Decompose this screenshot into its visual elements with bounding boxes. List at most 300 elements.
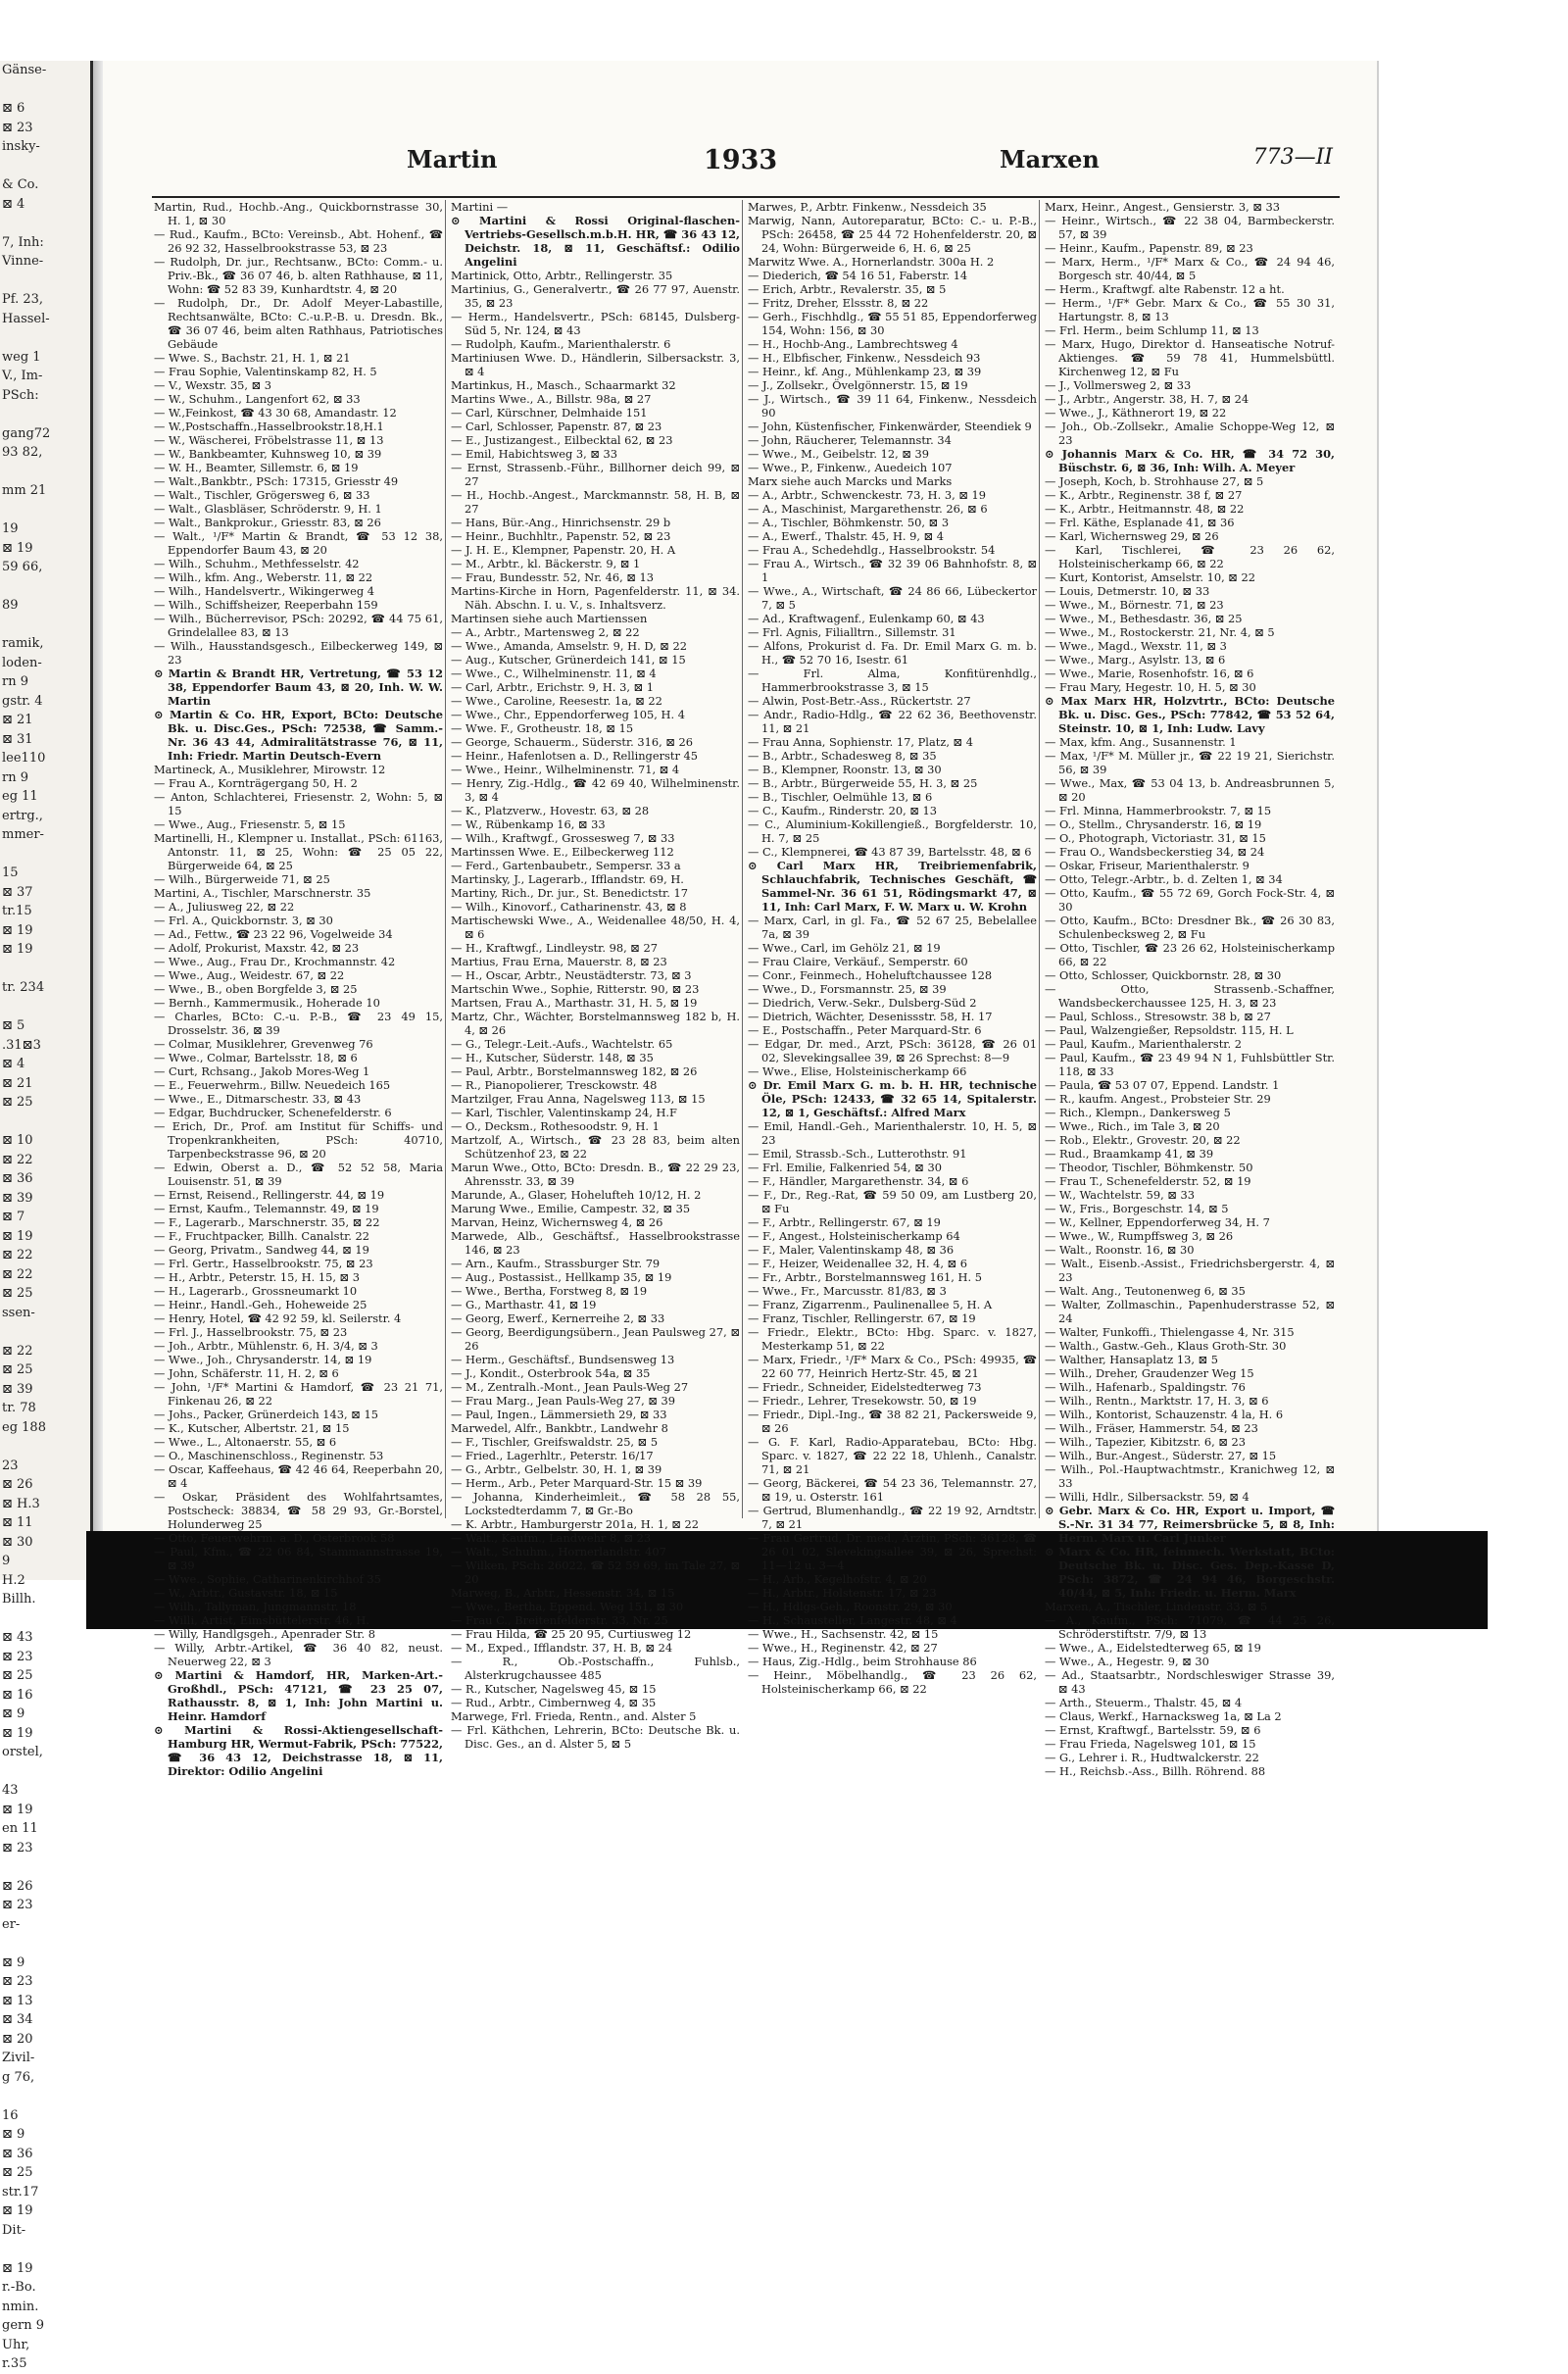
directory-entry: — Frl. Herm., beim Schlump 11, ⊠ 13 <box>1045 323 1259 337</box>
directory-entry: — Wilh., Kontorist, Schauzenstr. 4 la, H. 6 <box>1045 1408 1284 1421</box>
directory-entry: Martinius, G., Generalvertr., ☎ 26 77 97, Auenstr. 35, ⊠ 23 <box>451 282 740 310</box>
directory-entry: — Wwe., Bertha, Forstweg 8, ⊠ 19 <box>451 1284 648 1298</box>
directory-entry: — M., Zentralh.-Mont., Jean Pauls-Weg 27 <box>451 1380 689 1394</box>
previous-page-fragment: ⊠ 26 <box>2 1477 33 1492</box>
previous-page-strip <box>0 61 93 2371</box>
directory-entry: Martins Wwe., A., Billstr. 98a, ⊠ 27 <box>451 392 652 406</box>
directory-entry: — Wwe., A., Eidelstedterweg 65, ⊠ 19 <box>1045 1641 1261 1655</box>
previous-page-fragment: mmer- <box>2 827 44 842</box>
directory-entry: — Wwe., Aug., Weidestr. 67, ⊠ 22 <box>154 968 345 982</box>
previous-page-fragment: ⊠ 31 <box>2 731 33 747</box>
directory-entry: — Frau C., Breitenfelderstr. 33, Nr. 25 <box>451 1613 668 1627</box>
previous-page-fragment: ⊠ 39 <box>2 1381 33 1397</box>
directory-entry: — John, ¹/F* Martini & Hamdorf, ☎ 23 21 71, Finkenau 26, ⊠ 22 <box>154 1380 443 1408</box>
previous-page-fragment: ⊠ 19 <box>2 1802 33 1817</box>
previous-page-fragment: ⊠ 9 <box>2 1954 25 1970</box>
directory-entry: — Haus, Zig.-Hdlg., beim Strohhause 86 <box>748 1655 977 1668</box>
previous-page-fragment: ⊠ 19 <box>2 1725 33 1741</box>
directory-entry: — Paul, Kaufm., ☎ 23 49 94 N 1, Fuhlsbüttler Str. 118, ⊠ 33 <box>1045 1051 1335 1078</box>
directory-column-4 <box>1043 200 1337 1778</box>
previous-page-fragment: Billh. <box>2 1592 36 1607</box>
directory-entry: — Johs., Packer, Grünerdeich 143, ⊠ 15 <box>154 1408 378 1421</box>
directory-entry: — W., Bankbeamter, Kuhnsweg 10, ⊠ 39 <box>154 447 382 461</box>
directory-entry: — Wwe., Amanda, Amselstr. 9, H. D, ⊠ 22 <box>451 639 687 653</box>
directory-entry: — Wwe., Bertha, Eppend. Weg 151, ⊠ 30 <box>451 1600 684 1613</box>
previous-page-fragment: ⊠ 39 <box>2 1190 33 1206</box>
directory-entry: — John, Schäferstr. 11, H. 2, ⊠ 6 <box>154 1366 339 1380</box>
directory-entry: — R., Pianopolierer, Tresckowstr. 48 <box>451 1078 658 1092</box>
previous-page-fragment <box>0 501 90 520</box>
directory-entry: — G., Lehrer i. R., Hudtwalckerstr. 22 <box>1045 1751 1259 1764</box>
directory-entry: — Wwe., A., Wirtschaft, ☎ 24 86 66, Lübeckertor 7, ⊠ 5 <box>748 584 1037 612</box>
directory-entry: — Oskar, Friseur, Marienthalerstr. 9 <box>1045 859 1250 872</box>
directory-entry: — Frau, Bundesstr. 52, Nr. 46, ⊠ 13 <box>451 570 655 584</box>
directory-entry: Martini — <box>451 200 509 214</box>
previous-page-fragment: rn 9 <box>2 769 28 785</box>
directory-entry: — W., Wachtelstr. 59, ⊠ 33 <box>1045 1188 1196 1202</box>
directory-entry: — Oscar, Kaffeehaus, ☎ 42 46 64, Reeperbahn 20, ⊠ 4 <box>154 1462 443 1490</box>
previous-page-fragment: Pf. 23, <box>2 292 44 307</box>
directory-entry: — J., Wirtsch., ☎ 39 11 64, Finkenw., Nessdeich 90 <box>748 392 1037 420</box>
directory-entry: — Willi, Hdlr., Silbersackstr. 59, ⊠ 4 <box>1045 1490 1250 1504</box>
directory-entry: — O., Maschinenschloss., Reginenstr. 53 <box>154 1449 384 1462</box>
directory-entry: — Max, kfm. Ang., Susannenstr. 1 <box>1045 735 1237 749</box>
directory-entry: — Wwe., Joh., Chrysanderstr. 14, ⊠ 19 <box>154 1353 372 1366</box>
directory-entry: — Aug., Postassist., Hellkamp 35, ⊠ 19 <box>451 1270 672 1284</box>
directory-entry: — J., Kondit., Osterbrook 54a, ⊠ 35 <box>451 1366 651 1380</box>
directory-entry: — Walt.,Bankbtr., PSch: 17315, Griesstr 49 <box>154 474 399 488</box>
firm-entry: ⊙ Marx & Co. HR, feinmech. Werkstatt, BCto: Deutsche Bk. u. Disc. Ges. Dep.-Kasse D, PSch: 3872, ☎ 24 94 46, Borgeschstr. 40/44, ⊠ 5, Inh: Friedr. u. Herm. Marx <box>1045 1545 1335 1600</box>
directory-entry: Martzolf, A., Wirtsch., ☎ 23 28 83, beim alten Schützenhof 23, ⊠ 22 <box>451 1133 740 1161</box>
directory-entry: — Ernst, Reisend., Rellingerstr. 44, ⊠ 19 <box>154 1188 385 1202</box>
directory-entry: — Rich., Klempn., Dankersweg 5 <box>1045 1106 1231 1119</box>
previous-page-fragment: 93 82, <box>2 445 43 460</box>
directory-entry: — B., Klempner, Roonstr. 13, ⊠ 30 <box>748 763 942 776</box>
directory-entry: — Curt, Rchsang., Jakob Mores-Weg 1 <box>154 1064 370 1078</box>
directory-entry: — H., Arb., Kegelhofstr. 4, ⊠ 20 <box>748 1572 927 1586</box>
previous-page-fragment <box>0 1609 90 1629</box>
previous-page-fragment: ⊠ 23 <box>2 1649 33 1664</box>
previous-page-fragment: gang72 <box>2 425 51 441</box>
directory-entry: Martsen, Frau A., Marthastr. 31, H. 5, ⊠ 19 <box>451 996 698 1010</box>
previous-page-fragment <box>0 214 90 233</box>
directory-entry: — Frau A., Wirtsch., ☎ 32 39 06 Bahnhofstr. 8, ⊠ 1 <box>748 557 1037 584</box>
firm-entry: ⊙ Dr. Emil Marx G. m. b. H. HR, technische Öle, PSch: 12433, ☎ 32 65 14, Spitalerstr. 12, ⊠ 1, Geschäftsf.: Alfred Marx <box>748 1078 1037 1119</box>
directory-entry: — Wilh., Hausstandsgesch., Eilbeckerweg 149, ⊠ 23 <box>154 639 443 667</box>
directory-entry: — Wwe., Elise, Holsteinischerkamp 66 <box>748 1064 967 1078</box>
directory-entry: — G., Arbtr., Gelbelstr. 30, H. 1, ⊠ 39 <box>451 1462 662 1476</box>
previous-page-fragment: insky- <box>2 139 40 154</box>
previous-page-fragment: 15 <box>2 866 19 880</box>
firm-entry: ⊙ Carl Marx HR, Treibriemenfabrik, Schlauchfabrik, Technisches Geschäft, ☎ Sammel-Nr. 36 61 51, Rödingsmarkt 47, ⊠ 11, Inh: Carl Marx, F. W. Marx u. W. Krohn <box>748 859 1037 914</box>
directory-entry: — F., Angest., Holsteinischerkamp 64 <box>748 1229 960 1243</box>
previous-page-fragment: er- <box>2 1916 21 1932</box>
directory-entry: — Oskar, Präsident des Wohlfahrtsamtes, Postscheck: 38834, ☎ 58 29 93, Gr.-Borstel, Holunderweg 25 <box>154 1490 443 1531</box>
previous-page-fragment: rn 9 <box>2 674 28 689</box>
directory-entry: — Otto, Schlosser, Quickbornstr. 28, ⊠ 30 <box>1045 968 1282 982</box>
directory-entry: — Anton, Schlachterei, Friesenstr. 2, Wohn: 5, ⊠ 15 <box>154 790 443 817</box>
previous-page-fragment: ⊠ 22 <box>2 1266 33 1282</box>
directory-entry: — John, Räucherer, Telemannstr. 34 <box>748 433 952 447</box>
previous-page-fragment: ⊠ 19 <box>2 1228 33 1244</box>
directory-entry: — J., Arbtr., Angerstr. 38, H. 7, ⊠ 24 <box>1045 392 1250 406</box>
directory-entry: — Wwe., Marg., Asylstr. 13, ⊠ 6 <box>1045 653 1226 667</box>
directory-entry: — Frau A., Kornträgergang 50, H. 2 <box>154 776 358 790</box>
previous-page-fragment: ⊠ 22 <box>2 1248 33 1262</box>
directory-entry: — H., Lagerarb., Grossneumarkt 10 <box>154 1284 358 1298</box>
directory-entry: — Georg, Bäckerei, ☎ 54 23 36, Telemannstr. 27, ⊠ 19, u. Osterstr. 161 <box>748 1476 1037 1504</box>
directory-entry: — Walt., Eisenb.-Assist., Friedrichsbergerstr. 4, ⊠ 23 <box>1045 1257 1335 1284</box>
directory-entry: — Wwe., M., Rostockerstr. 21, Nr. 4, ⊠ 5 <box>1045 625 1275 639</box>
directory-entry: — Otto, Kaufm., ☎ 55 72 69, Gorch Fock-Str. 4, ⊠ 30 <box>1045 886 1335 914</box>
firm-entry: ⊙ Johannis Marx & Co. HR, ☎ 34 72 30, Büschstr. 6, ⊠ 36, Inh: Wilh. A. Meyer <box>1045 447 1335 474</box>
directory-entry: — Wwe., B., oben Borgfelde 3, ⊠ 25 <box>154 982 358 996</box>
directory-entry: — Friedr., Elektr., BCto: Hbg. Sparc. v. 1827, Mesterkamp 51, ⊠ 22 <box>748 1325 1037 1353</box>
directory-entry: — H., Hochb.-Angest., Marckmannstr. 58, H. B, ⊠ 27 <box>451 488 740 516</box>
previous-page-fragment: 89 <box>2 598 19 613</box>
directory-entry: — Alfons, Prokurist d. Fa. Dr. Emil Marx G. m. b. H., ☎ 52 70 16, Isestr. 61 <box>748 639 1037 667</box>
directory-entry: Martinsky, J., Lagerarb., Ifflandstr. 69, H. <box>451 872 684 886</box>
previous-page-fragment: ertrg., <box>2 808 43 823</box>
directory-entry: — Walter, Funkoffi., Thielengasse 4, Nr. 315 <box>1045 1325 1295 1339</box>
directory-entry: Martineck, A., Musiklehrer, Mirowstr. 12 <box>154 763 386 776</box>
previous-page-fragment <box>0 1857 90 1877</box>
directory-entry: — Andr., Radio-Hdlg., ☎ 22 62 36, Beethovenstr. 11, ⊠ 21 <box>748 708 1037 735</box>
directory-entry: — Herm., Arb., Peter Marquard-Str. 15 ⊠ 39 <box>451 1476 703 1490</box>
directory-entry: — O., Decksm., Rothesoodstr. 9, H. 1 <box>451 1119 660 1133</box>
directory-entry: — B., Arbtr., Bürgerweide 55, H. 3, ⊠ 25 <box>748 776 978 790</box>
previous-page-fragment: ⊠ H.3 <box>2 1496 40 1511</box>
directory-entry: — Wilh., Handelsvertr., Wikingerweg 4 <box>154 584 374 598</box>
directory-entry: — Adolf, Prokurist, Maxstr. 42, ⊠ 23 <box>154 941 360 955</box>
directory-entry: — Franz, Zigarrenm., Paulinenallee 5, H. A <box>748 1298 993 1311</box>
directory-entry: — Paul, Kaufm., Marienthalerstr. 2 <box>1045 1037 1242 1051</box>
directory-entry: — Kurt, Kontorist, Amselstr. 10, ⊠ 22 <box>1045 570 1255 584</box>
directory-entry: — Marx, Friedr., ¹/F* Marx & Co., PSch: 49935, ☎ 22 60 77, Heinrich Hertz-Str. 45, ⊠ 21 <box>748 1353 1037 1380</box>
directory-entry: — Gertrud, Blumenhandlg., ☎ 22 19 92, Arndtstr. 7, ⊠ 21 <box>748 1504 1037 1531</box>
directory-entry: Martin, Rud., Hochb.-Ang., Quickbornstrasse 30, H. 1, ⊠ 30 <box>154 200 443 227</box>
directory-entry: — F., Maler, Valentinskamp 48, ⊠ 36 <box>748 1243 955 1257</box>
directory-entry: — C., Aluminium-Kokillengieß., Borgfelderstr. 10, H. 7, ⊠ 25 <box>748 817 1037 845</box>
previous-page-fragment: ⊠ 37 <box>2 884 33 900</box>
directory-entry: — Wwe., Rich., im Tale 3, ⊠ 20 <box>1045 1119 1220 1133</box>
directory-entry: — Walt., Schuhm., Hornerlandstr. 407 <box>451 1545 666 1558</box>
directory-entry: — Marx, Carl, in gl. Fa., ☎ 52 67 25, Bebelallee 7a, ⊠ 39 <box>748 914 1037 941</box>
directory-entry: — F., Händler, Margarethenstr. 34, ⊠ 6 <box>748 1174 969 1188</box>
previous-page-fragment: Hassel- <box>2 311 50 326</box>
directory-entry: — Paul, Ingen., Lämmersieth 29, ⊠ 33 <box>451 1408 667 1421</box>
directory-entry: — Friedr., Lehrer, Tresekowstr. 50, ⊠ 19 <box>748 1394 977 1408</box>
directory-entry: — Wwe., H., Sachsenstr. 42, ⊠ 15 <box>748 1627 939 1641</box>
directory-entry: Martzilger, Frau Anna, Nagelsweg 113, ⊠ 15 <box>451 1092 706 1106</box>
directory-entry: — Walt. Ang., Teutonenweg 6, ⊠ 35 <box>1045 1284 1246 1298</box>
directory-entry: — F., Fruchtpacker, Billh. Canalstr. 22 <box>154 1229 370 1243</box>
directory-entry: — Wilh., Kraftwgf., Grossesweg 7, ⊠ 33 <box>451 831 675 845</box>
directory-entry: — Walt., Roonstr. 16, ⊠ 30 <box>1045 1243 1195 1257</box>
directory-entry: Martiniusen Wwe. D., Händlerin, Silbersackstr. 3, ⊠ 4 <box>451 351 740 378</box>
previous-page-fragment: lee110 <box>2 751 46 766</box>
directory-entry: — Wilh., Bürgerweide 71, ⊠ 25 <box>154 872 330 886</box>
directory-entry: — Dietrich, Wächter, Desenissstr. 58, H. 17 <box>748 1010 993 1023</box>
previous-page-fragment: en 11 <box>2 1821 38 1836</box>
previous-page-fragment: ⊠ 13 <box>2 1993 33 2008</box>
directory-entry: — Ad., Staatsarbtr., Nordschleswiger Strasse 39, ⊠ 43 <box>1045 1668 1335 1696</box>
directory-entry: — Rud., Braamkamp 41, ⊠ 39 <box>1045 1147 1214 1161</box>
directory-entry: — A., Juliusweg 22, ⊠ 22 <box>154 900 295 914</box>
directory-entry: — Walt., ¹/F* Martin & Brandt, ☎ 53 12 38, Eppendorfer Baum 43, ⊠ 20 <box>154 529 443 557</box>
previous-page-fragment: ⊠ 36 <box>2 1171 33 1186</box>
directory-entry: — W.,Postschaffn.,Hasselbrookstr.18,H.1 <box>154 420 384 433</box>
directory-entry: — R., kaufm. Angest., Probsteier Str. 29 <box>1045 1092 1271 1106</box>
directory-entry: — Georg, Privatm., Sandweg 44, ⊠ 19 <box>154 1243 369 1257</box>
directory-entry: — W.,Feinkost, ☎ 43 30 68, Amandastr. 12 <box>154 406 397 420</box>
directory-entry: — Wilh., Bücherrevisor, PSch: 20292, ☎ 44 75 61, Grindelallee 83, ⊠ 13 <box>154 612 443 639</box>
directory-entry: — Edgar, Dr. med., Arzt, PSch: 36128, ☎ 26 01 02, Slevekingsallee 39, ⊠ 26 Sprechst: 8—9 <box>748 1037 1037 1064</box>
header-year: 1933 <box>704 145 778 175</box>
header-rule <box>152 196 1340 198</box>
directory-entry: — F., Tischler, Greifswaldstr. 25, ⊠ 5 <box>451 1435 659 1449</box>
firm-entry: ⊙ Max Marx HR, Holzvtrtr., BCto: Deutsche Bk. u. Disc. Ges., PSch: 77842, ☎ 53 52 64, Steinstr. 10, ⊠ 1, Inh: Ludw. Lavy <box>1045 694 1335 735</box>
previous-page-fragment: ⊠ 34 <box>2 2012 33 2027</box>
directory-entry: — K., Kutscher, Albertstr. 21, ⊠ 15 <box>154 1421 350 1435</box>
directory-entry: — Wwe., A., Hegestr. 9, ⊠ 30 <box>1045 1655 1209 1668</box>
previous-page-fragment: mm 21 <box>2 483 47 498</box>
directory-entry: — Theodor, Tischler, Böhmkenstr. 50 <box>1045 1161 1253 1174</box>
previous-page-fragment: 7, Inh: <box>2 234 44 250</box>
directory-column-3 <box>746 200 1040 1696</box>
directory-entry: — Wwe., J., Käthnerort 19, ⊠ 22 <box>1045 406 1227 420</box>
directory-entry: — Fr., Arbtr., Borstelmannsweg 161, H. 5 <box>748 1270 982 1284</box>
previous-page-fragment: eg 11 <box>2 789 38 804</box>
directory-entry: — Hans, Bür.-Ang., Hinrichsenstr. 29 b <box>451 516 671 529</box>
previous-page-fragment: ⊠ 10 <box>2 1133 33 1148</box>
directory-entry: — Conr., Feinmech., Hoheluftchaussee 128 <box>748 968 993 982</box>
directory-entry: — Wwe., Aug., Friesenstr. 5, ⊠ 15 <box>154 817 346 831</box>
previous-page-fragment: 59 66, <box>2 560 43 574</box>
directory-entry: — Wilh., Tapezier, Kibitzstr. 6, ⊠ 23 <box>1045 1435 1247 1449</box>
previous-page-fragment: ⊠ 26 <box>2 1878 33 1894</box>
directory-entry: Marung Wwe., Emilie, Campestr. 32, ⊠ 35 <box>451 1202 691 1215</box>
previous-page-fragment <box>0 405 90 424</box>
directory-entry: — Wwe., Carl, im Gehölz 21, ⊠ 19 <box>748 941 941 955</box>
previous-page-fragment: PSch: <box>2 387 39 403</box>
previous-page-fragment <box>0 1437 90 1457</box>
previous-page-fragment: ramik, <box>2 636 44 651</box>
directory-entry: Martius, Frau Erna, Mauerstr. 8, ⊠ 23 <box>451 955 667 968</box>
directory-entry: Martischewski Wwe., A., Weidenallee 48/50, H. 4, ⊠ 6 <box>451 914 740 941</box>
directory-entry: — Fried., Lagerhltr., Peterstr. 16/17 <box>451 1449 654 1462</box>
directory-entry: — H., Kraftwgf., Lindleystr. 98, ⊠ 27 <box>451 941 658 955</box>
previous-page-fragment: Vinne- <box>2 254 44 269</box>
previous-page-fragment: ⊠ 19 <box>2 922 33 938</box>
directory-entry: — Arth., Steuerm., Thalstr. 45, ⊠ 4 <box>1045 1696 1243 1709</box>
directory-entry: — Arn., Kaufm., Strassburger Str. 79 <box>451 1257 661 1270</box>
directory-entry: Marwes, P., Arbtr. Finkenw., Nessdeich 35 <box>748 200 987 214</box>
directory-entry: Marx, Heinr., Angest., Gensierstr. 3, ⊠ 33 <box>1045 200 1281 214</box>
directory-entry: — Joh., Arbtr., Mühlenstr. 6, H. 3/4, ⊠ 3 <box>154 1339 378 1353</box>
directory-entry: — J., Zollsekr., Övelgönnerstr. 15, ⊠ 19 <box>748 378 968 392</box>
directory-entry: — Frl. Käthe, Esplanade 41, ⊠ 36 <box>1045 516 1235 529</box>
directory-entry: — A., Arbtr., Schwenckestr. 73, H. 3, ⊠ 19 <box>748 488 986 502</box>
directory-entry: — Marx, Herm., ¹/F* Marx & Co., ☎ 24 94 46, Borgesch str. 40/44, ⊠ 5 <box>1045 255 1335 282</box>
directory-entry: — Bernh., Kammermusik., Hoherade 10 <box>154 996 380 1010</box>
directory-entry: — Wwe., E., Ditmarschestr. 33, ⊠ 43 <box>154 1092 362 1106</box>
directory-column-1 <box>152 200 446 1778</box>
directory-entry: — Frl. A., Quickbornstr. 3, ⊠ 30 <box>154 914 333 927</box>
directory-entry: — Henry, Hotel, ☎ 42 92 59, kl. Seilerstr. 4 <box>154 1311 402 1325</box>
directory-entry: — B., Arbtr., Schadesweg 8, ⊠ 35 <box>748 749 937 763</box>
directory-entry: — M., Arbtr., kl. Bäckerstr. 9, ⊠ 1 <box>451 557 641 570</box>
previous-page-fragment: weg 1 <box>2 349 41 365</box>
previous-page-fragment: ⊠ 25 <box>2 1095 33 1110</box>
directory-entry: — F., Lagerarb., Marschnerstr. 35, ⊠ 22 <box>154 1215 380 1229</box>
directory-entry: — Aug., Kutscher, Grünerdeich 141, ⊠ 15 <box>451 653 686 667</box>
previous-page-fragment: Uhr, <box>2 2337 30 2352</box>
directory-entry: — Herm., Kraftwgf. alte Rabenstr. 12 a ht. <box>1045 282 1285 296</box>
previous-page-fragment: ⊠ 19 <box>2 942 33 957</box>
firm-entry: ⊙ Martin & Brandt HR, Vertretung, ☎ 53 12 38, Eppendorfer Baum 43, ⊠ 20, Inh. W. W. Martin <box>154 667 443 708</box>
directory-entry: — Frau T., Schenefelderstr. 52, ⊠ 19 <box>1045 1174 1251 1188</box>
directory-entry: — Rudolph, Kaufm., Marienthalerstr. 6 <box>451 337 671 351</box>
directory-entry: Martinsen siehe auch Martienssen <box>451 612 648 625</box>
directory-entry: — H., Elbfischer, Finkenw., Nessdeich 93 <box>748 351 981 365</box>
previous-page-fragment: r.-Bo. <box>2 2280 36 2295</box>
previous-page-fragment <box>0 616 90 635</box>
directory-entry: — Frau A., Schedehdlg., Hasselbrookstr. 54 <box>748 543 996 557</box>
directory-entry: — A., Arbtr., Martensweg 2, ⊠ 22 <box>451 625 640 639</box>
previous-page-fragment: 43 <box>2 1783 19 1798</box>
directory-entry: — Herm., ¹/F* Gebr. Marx & Co., ☎ 55 30 31, Hartungstr. 8, ⊠ 13 <box>1045 296 1335 323</box>
directory-entry: — Paula, ☎ 53 07 07, Eppend. Landstr. 1 <box>1045 1078 1280 1092</box>
directory-entry: — W., Arbtr., Gustavstr. 18, ⊠ 15 <box>154 1586 338 1600</box>
directory-entry: — H., Oscar, Arbtr., Neustädterstr. 73, ⊠ 3 <box>451 968 692 982</box>
previous-page-fragment <box>0 463 90 482</box>
directory-entry: — Wilh., Kinovorf., Catharinenstr. 43, ⊠ 8 <box>451 900 687 914</box>
directory-entry: Martinelli, H., Klempner u. Installat., PSch: 61163, Antonstr. 11, ⊠ 25, Wohn: ☎ 25 05 22, Bürgerweide 64, ⊠ 25 <box>154 831 443 872</box>
directory-entry: — Edwin, Oberst a. D., ☎ 52 52 58, Maria Louisenstr. 51, ⊠ 39 <box>154 1161 443 1188</box>
previous-page-fragment: ⊠ 25 <box>2 1362 33 1377</box>
directory-entry: — Ernst, Strassenb.-Führ., Billhorner deich 99, ⊠ 27 <box>451 461 740 488</box>
directory-entry: — E., Justizangest., Eilbecktal 62, ⊠ 23 <box>451 433 673 447</box>
directory-entry: Martini, A., Tischler, Marschnerstr. 35 <box>154 886 371 900</box>
directory-entry: — J. H. E., Klempner, Papenstr. 20, H. A <box>451 543 676 557</box>
directory-entry: Martschin Wwe., Sophie, Ritterstr. 90, ⊠ 23 <box>451 982 700 996</box>
firm-entry: ⊙ Gebr. Marx & Co. HR, Export u. Import, ☎ S.-Nr. 31 34 77, Reimersbrücke 5, ⊠ 8, Inh: Herm. Marx u. Carl Junker <box>1045 1504 1335 1545</box>
directory-entry: Marweg, B., Arbtr., Hessenstr. 34, ⊠ 15 <box>451 1586 675 1600</box>
directory-entry: — A., Maschinist, Margarethenstr. 26, ⊠ 6 <box>748 502 988 516</box>
directory-entry: — Wilh., Schuhm., Methfesselstr. 42 <box>154 557 360 570</box>
directory-column-2 <box>449 200 743 1751</box>
directory-entry: — Frl. Käthchen, Lehrerin, BCto: Deutsche Bk. u. Disc. Ges., an d. Alster 5, ⊠ 5 <box>451 1723 740 1751</box>
directory-entry: — O., Stellm., Chrysanderstr. 16, ⊠ 19 <box>1045 817 1262 831</box>
directory-entry: — F., Dr., Reg.-Rat, ☎ 59 50 09, am Lustberg 20, ⊠ Fu <box>748 1188 1037 1215</box>
directory-entry: — Wilh., Bur.-Angest., Süderstr. 27, ⊠ 15 <box>1045 1449 1277 1462</box>
previous-page-fragment: ⊠ 25 <box>2 2165 33 2180</box>
directory-entry: — Frl. Alma, Konfitürenhdlg., Hammerbrookstrasse 3, ⊠ 15 <box>748 667 1037 694</box>
book-gutter <box>93 61 103 1590</box>
previous-page-fragment: ⊠ 43 <box>2 1630 33 1645</box>
directory-entry: Marwedel, Alfr., Bankbtr., Landwehr 8 <box>451 1421 668 1435</box>
directory-entry: — George, Schauerm., Süderstr. 316, ⊠ 26 <box>451 735 694 749</box>
directory-entry: — Wilh., Schiffsheizer, Reeperbahn 159 <box>154 598 378 612</box>
directory-entry: — Johanna, Kinderheimleit., ☎ 58 28 55, Lockstedterdamm 7, ⊠ Gr.-Bo <box>451 1490 740 1517</box>
directory-entry: — Walt., Bankprokur., Griesstr. 83, ⊠ 26 <box>154 516 381 529</box>
directory-entry: — Gerh., Fischhdlg., ☎ 55 51 85, Eppendorferweg 154, Wohn: 156, ⊠ 30 <box>748 310 1037 337</box>
directory-entry: — Paul, Walzengießer, Repsoldstr. 115, H. L <box>1045 1023 1294 1037</box>
directory-entry: — Otto, Kaufm., BCto: Dresdner Bk., ☎ 26 30 83, Schulenbecksweg 2, ⊠ Fu <box>1045 914 1335 941</box>
previous-page-fragment: eg 188 <box>2 1419 46 1435</box>
directory-entry: — Wilken, PSch: 26022, ☎ 52 59 69, im Tale 27, ⊠ 20 <box>451 1558 740 1586</box>
previous-page-fragment <box>0 960 90 979</box>
directory-entry: — Heinr., Möbelhandlg., ☎ 23 26 62, Holsteinischerkamp 66, ⊠ 22 <box>748 1668 1037 1696</box>
directory-entry: — Walter, Zollmaschin., Papenhuderstrasse 52, ⊠ 24 <box>1045 1298 1335 1325</box>
directory-entry: — Wwe., W., Rumpffsweg 3, ⊠ 26 <box>1045 1229 1234 1243</box>
directory-entry: — Henry, Zig.-Hdlg., ☎ 42 69 40, Wilhelminenstr. 3, ⊠ 4 <box>451 776 740 804</box>
directory-entry: — J., Vollmersweg 2, ⊠ 33 <box>1045 378 1192 392</box>
previous-page-fragment: ⊠ 23 <box>2 1974 33 1989</box>
directory-entry: — Wwe., M., Bethesdastr. 36, ⊠ 25 <box>1045 612 1243 625</box>
directory-entry: — Wwe. S., Bachstr. 21, H. 1, ⊠ 21 <box>154 351 351 365</box>
directory-entry: — Frau Hilda, ☎ 25 20 95, Curtiusweg 12 <box>451 1627 692 1641</box>
directory-entry: — Erich, Dr., Prof. am Institut für Schiffs- und Tropenkrankheiten, PSch: 40710, Tarpenbeckstrasse 96, ⊠ 20 <box>154 1119 443 1161</box>
previous-page-fragment: str.17 <box>2 2184 39 2200</box>
previous-page-fragment: ⊠ 30 <box>2 1534 33 1550</box>
previous-page-fragment: ⊠ 20 <box>2 2031 33 2047</box>
previous-page-fragment: tr.15 <box>2 904 32 918</box>
directory-entry: — Heinr., Buchhltr., Papenstr. 52, ⊠ 23 <box>451 529 671 543</box>
directory-entry: Marwede, Alb., Geschäftsf., Hasselbrookstrasse 146, ⊠ 23 <box>451 1229 740 1257</box>
directory-entry: — Frl. J., Hasselbrookstr. 75, ⊠ 23 <box>154 1325 348 1339</box>
directory-entry: — Diedrich, Verw.-Sekr., Dulsberg-Süd 2 <box>748 996 977 1010</box>
directory-entry: — Paul, Schloss., Stresowstr. 38 b, ⊠ 27 <box>1045 1010 1271 1023</box>
directory-entry: — Rob., Elektr., Grovestr. 20, ⊠ 22 <box>1045 1133 1241 1147</box>
directory-entry: — E., Postschaffn., Peter Marquard-Str. 6 <box>748 1023 982 1037</box>
directory-entry: — Heinr., Kaufm., Papenstr. 89, ⊠ 23 <box>1045 241 1253 255</box>
directory-entry: — Edgar, Buchdrucker, Schenefelderstr. 6 <box>154 1106 392 1119</box>
directory-entry: — Willi, Artist, Eimsbüttelerstr. 46, H. <box>154 1613 369 1627</box>
directory-entry: — Wilh., kfm. Ang., Weberstr. 11, ⊠ 22 <box>154 570 373 584</box>
directory-entry: — V., Wexstr. 35, ⊠ 3 <box>154 378 272 392</box>
directory-entry: — Claus, Werkf., Harnacksweg 1a, ⊠ La 2 <box>1045 1709 1282 1723</box>
directory-entry: — Otto, Telegr.-Arbtr., b. d. Zelten 1, ⊠ 34 <box>1045 872 1283 886</box>
directory-entry: — K., Arbtr., Heitmannstr. 48, ⊠ 22 <box>1045 502 1245 516</box>
directory-entry: — Wilh., Fräser, Hammerstr. 54, ⊠ 23 <box>1045 1421 1258 1435</box>
directory-entry: — Heinr., kf. Ang., Mühlenkamp 23, ⊠ 39 <box>748 365 982 378</box>
header-page-number: 773—II <box>1252 145 1333 170</box>
directory-entry: — Frau Claire, Verkäuf., Semperstr. 60 <box>748 955 968 968</box>
directory-entry: — Wwe., H., Reginenstr. 42, ⊠ 27 <box>748 1641 938 1655</box>
directory-entry: — Otto, Tischler, ☎ 23 26 62, Holsteinischerkamp 66, ⊠ 22 <box>1045 941 1335 968</box>
directory-entry: — Willy, Handlgsgeh., Apenrader Str. 8 <box>154 1627 375 1641</box>
previous-page-fragment: V., Im- <box>2 369 43 383</box>
previous-page-fragment: H.2 <box>2 1572 25 1588</box>
previous-page-fragment: Zivil- <box>2 2051 35 2065</box>
directory-entry: — O., Photograph, Victoriastr. 31, ⊠ 15 <box>1045 831 1266 845</box>
directory-entry: — John, Küstenfischer, Finkenwärder, Steendiek 9 <box>748 420 1032 433</box>
directory-entry: — Karl, Wichernsweg 29, ⊠ 26 <box>1045 529 1219 543</box>
directory-entry: — Marx, Hugo, Direktor d. Hanseatische Notruf-Aktienges. ☎ 59 78 41, Hummelsbüttl. Kirchenweg 12, ⊠ Fu <box>1045 337 1335 378</box>
directory-entry: — Wwe., Chr., Eppendorferweg 105, H. 4 <box>451 708 685 721</box>
directory-entry: Marwege, Frl. Frieda, Rentn., and. Alster 5 <box>451 1709 697 1723</box>
directory-entry: — Wwe., Aug., Frau Dr., Krochmannstr. 42 <box>154 955 396 968</box>
directory-entry: — Max, ¹/F* M. Müller jr., ☎ 22 19 21, Sierichstr. 56, ⊠ 39 <box>1045 749 1335 776</box>
directory-entry: — A., Tischler, Böhmkenstr. 50, ⊠ 3 <box>748 516 950 529</box>
directory-entry: — Wwe., Fr., Marcusstr. 81/83, ⊠ 3 <box>748 1284 947 1298</box>
previous-page-fragment <box>0 1762 90 1782</box>
directory-entry: — Wilh., Pol.-Hauptwachtmstr., Kranichweg 12, ⊠ 33 <box>1045 1462 1335 1490</box>
directory-entry: — Wwe., Magd., Wexstr. 11, ⊠ 3 <box>1045 639 1227 653</box>
directory-entry: Marunde, A., Glaser, Hohelufteh 10/12, H. 2 <box>451 1188 702 1202</box>
